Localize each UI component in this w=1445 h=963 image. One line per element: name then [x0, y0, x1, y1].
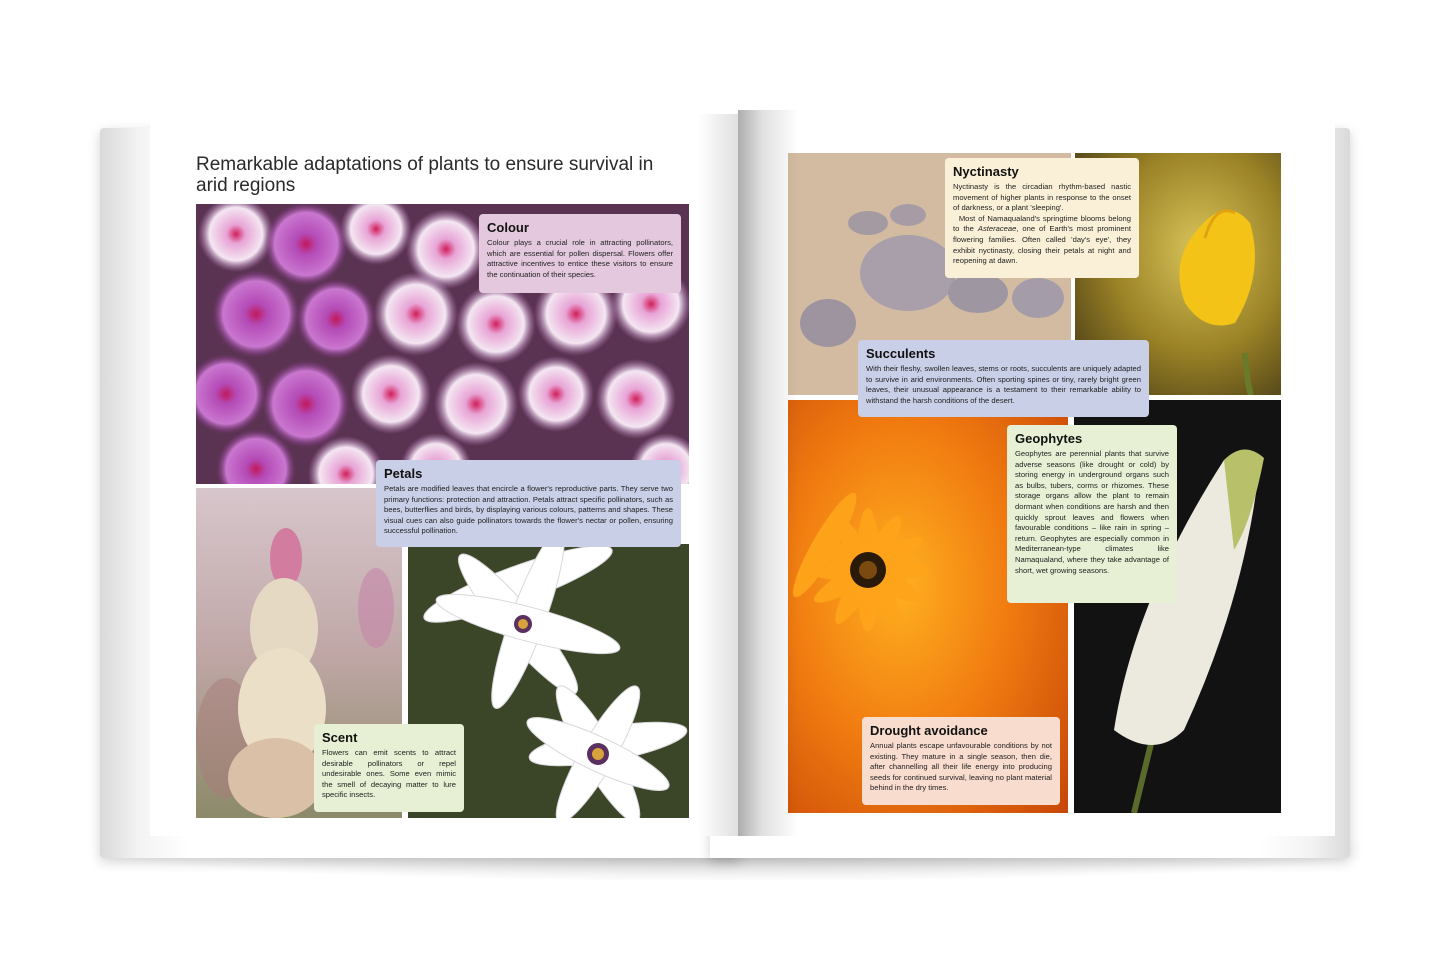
nyctinasty-text-2: Most of Namaqualand's springtime blooms belong to the	[953, 213, 1131, 234]
page-title: Remarkable adaptations of plants to ensure survival in arid regions	[196, 154, 654, 196]
right-gutter-shade	[738, 110, 798, 836]
scent-text: Flowers can emit scents to attract desirable pollinators or repel undesirable ones. Some even mimic the smell of decaying matter to lure specific insects.	[322, 748, 456, 800]
left-page	[150, 114, 738, 836]
geophytes-box	[1007, 425, 1177, 603]
scent-box	[314, 724, 464, 812]
nyctinasty-box	[945, 158, 1139, 278]
succulents-text: With their fleshy, swollen leaves, stems or roots, succulents are uniquely adapted to survive in arid environments. Often sporting spines or tiny, rarely bright green leaves, their unusual appearance is a testament to their remarkable ability to withstand the harsh conditions of the desert.	[866, 364, 1141, 405]
open-book	[100, 108, 1350, 860]
petals-text: Petals are modified leaves that encircle a flower's reproductive parts. They serve two primary functions: protection and attraction. Petals attract specific pollinators, such as bees, butterflies and birds, by displaying various colours, patterns and shapes. These visual cues can also guide pollinators towards the flower's nectar or pollen, ensuring successful pollination.	[384, 484, 673, 536]
scent-heading: Scent	[322, 730, 358, 745]
succulents-heading: Succulents	[866, 346, 936, 361]
nyctinasty-text-italic: Asteraceae	[977, 224, 1017, 234]
nyctinasty-text-1: Nyctinasty is the circadian rhythm-based nastic movement of higher plants in response to the onset of darkness, or a plant 'sleeping'.	[953, 182, 1131, 213]
drought-box	[862, 717, 1060, 805]
succulents-box	[858, 340, 1149, 417]
geophytes-text: Geophytes are perennial plants that survive adverse seasons (like drought or cold) by storing energy in underground organs such as bulbs, tubers, corms or rhizomes. These storage organs allow the plant to remain dormant when conditions are harsh and then quickly sprout leaves and flowers when favourable conditions – like rain in spring – return. Geophytes are especially common in Mediterranean-type climates like Namaqualand, where they take advantage of short, wet growing seasons.	[1015, 449, 1169, 575]
right-page	[738, 110, 1335, 836]
nyctinasty-text	[953, 182, 1131, 267]
colour-text: Colour plays a crucial role in attracting pollinators, which are essential for pollen dispersal. Flowers offer attractive incentives to entice these visitors to ensure the continuation of their species.	[487, 238, 673, 279]
colour-box	[479, 214, 681, 293]
colour-heading: Colour	[487, 220, 529, 235]
petals-heading: Petals	[384, 466, 423, 481]
drought-text: Annual plants escape unfavourable conditions by not existing. They mature in a single season, then die, after channelling all their life energy into producing seeds for continued survival, leaving no plant material behind in the dry times.	[870, 741, 1052, 793]
nyctinasty-text-3: , one of Earth's most prominent flowering families. Often called 'day's eye', they exhibit nyctinasty, closing their petals at night and reopening at dawn.	[953, 224, 1131, 266]
petals-box	[376, 460, 681, 547]
left-gutter-shade	[698, 114, 738, 836]
drought-heading: Drought avoidance	[870, 723, 988, 738]
nyctinasty-heading: Nyctinasty	[953, 164, 1019, 179]
geophytes-heading: Geophytes	[1015, 431, 1083, 446]
